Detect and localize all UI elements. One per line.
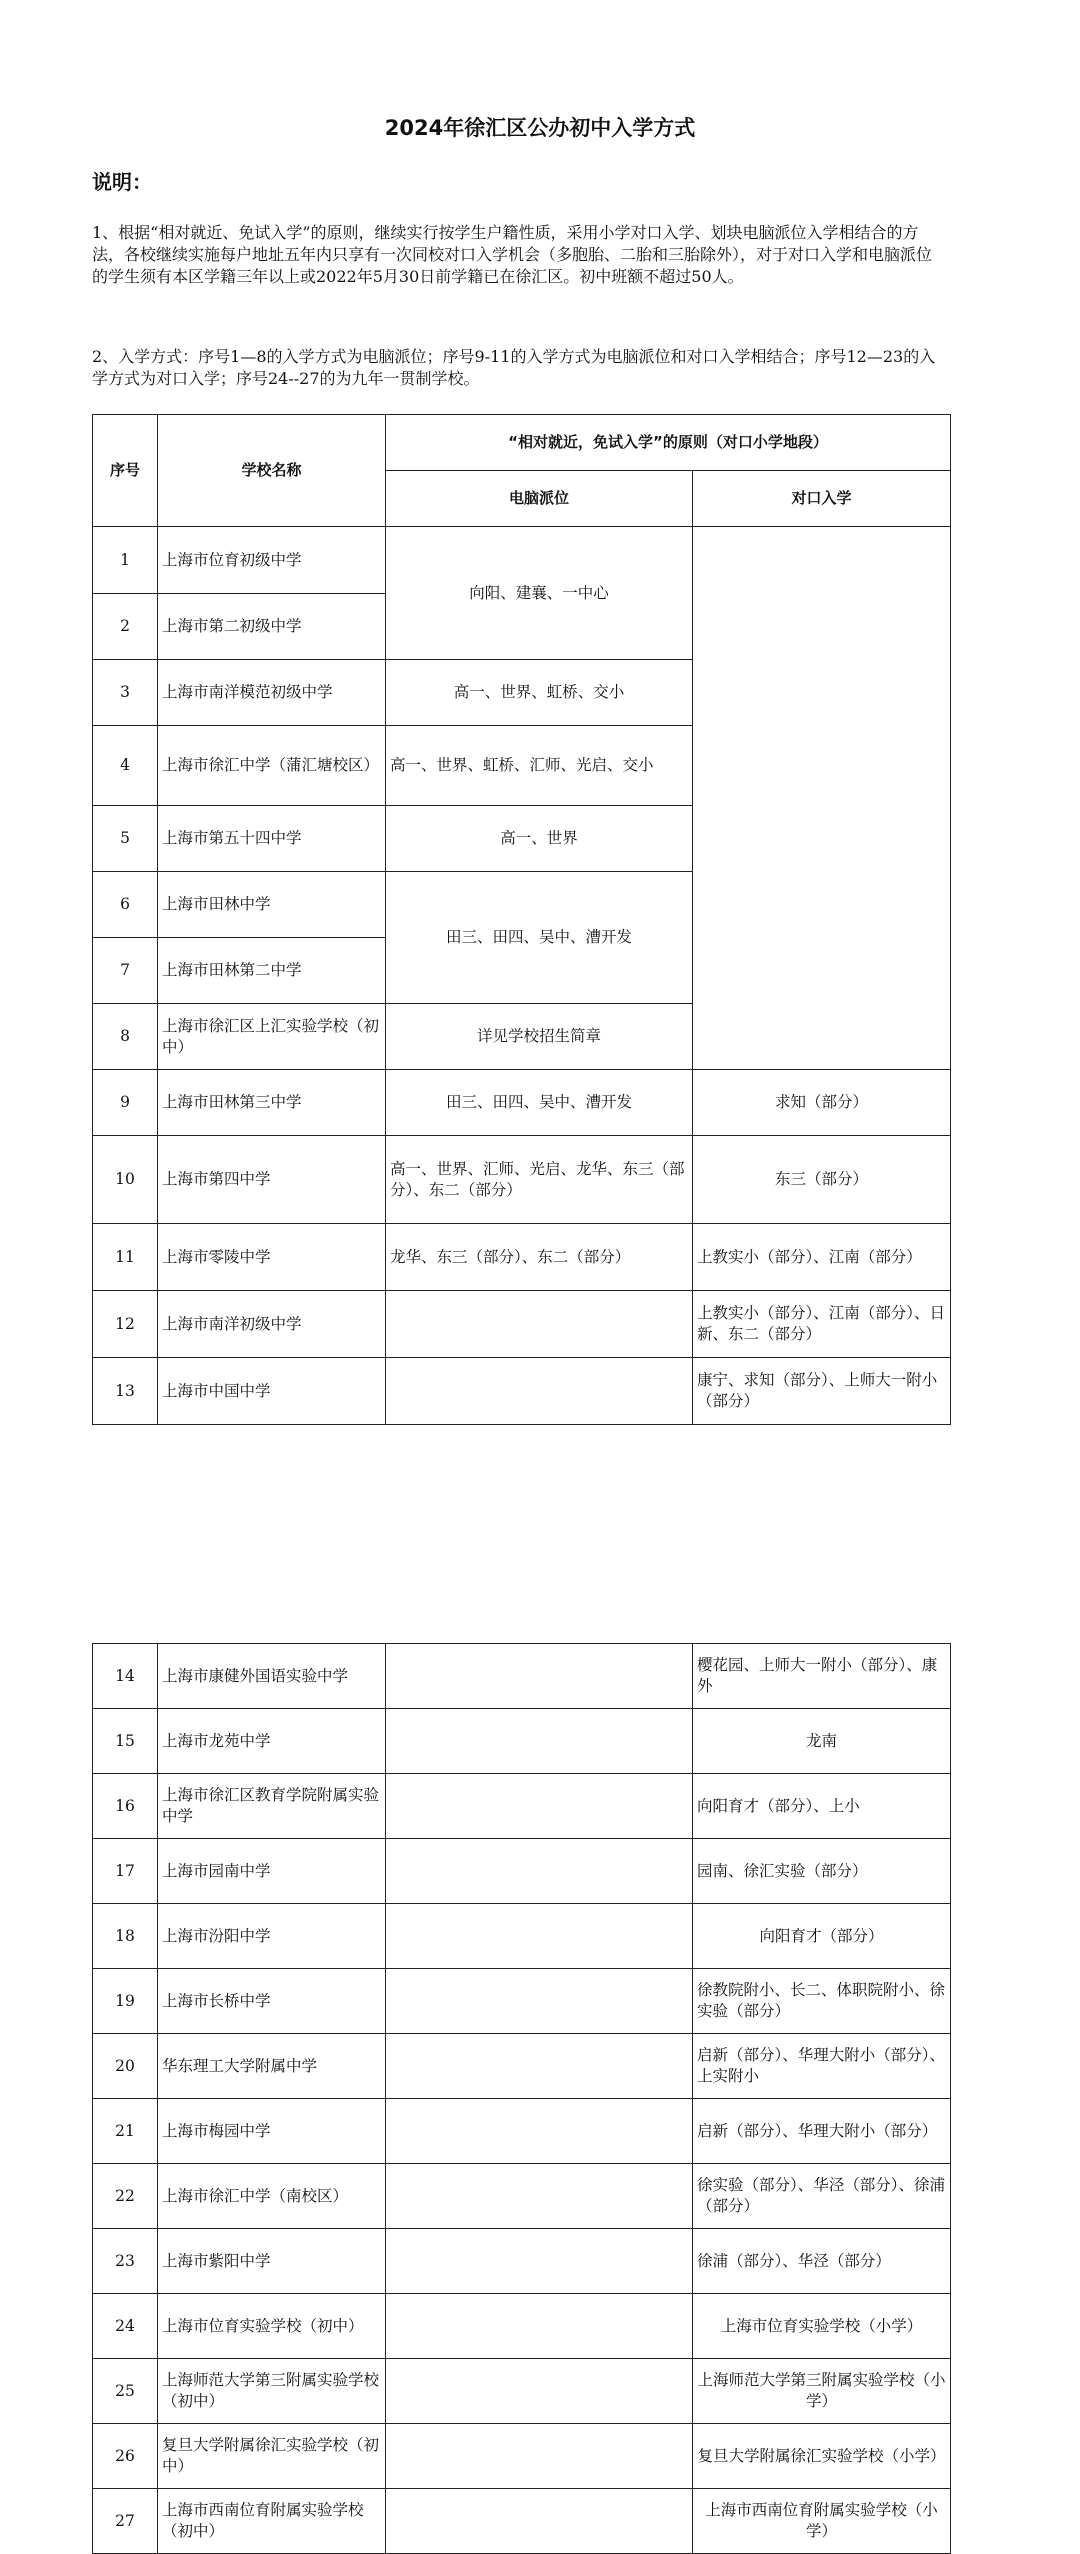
table-row <box>93 1709 951 1774</box>
row-direct: 徐教院附小、长二、体职院附小、徐实验（部分） <box>693 1969 951 2034</box>
row-direct: 求知（部分） <box>693 1070 951 1136</box>
row-lottery: 高一、世界 <box>386 806 693 872</box>
row-school: 上海市龙苑中学 <box>158 1709 386 1774</box>
row-direct: 复旦大学附属徐汇实验学校（小学） <box>693 2424 951 2489</box>
page-title: 2024年徐汇区公办初中入学方式 <box>384 116 696 140</box>
paragraph-1: 1、根据“相对就近、免试入学”的原则，继续实行按学生户籍性质，采用小学对口入学、划块电脑派位入学相结合的方法，各校继续实施每户地址五年内只享有一次同校对口入学机会（多胞胎、二胎和三胎除外），对于对口入学和电脑派位的学生须有本区学籍三年以上或2022年5月30日前学籍已在徐汇区。初中班额不超过50人。 <box>92 223 933 286</box>
row-lottery <box>386 1358 693 1425</box>
header-principle: “相对就近，免试入学”的原则（对口小学地段） <box>386 415 951 471</box>
row-direct: 东三（部分） <box>693 1136 951 1224</box>
row-direct <box>693 527 951 1070</box>
row-lottery <box>386 1839 693 1904</box>
row-no: 22 <box>93 2164 158 2229</box>
row-direct: 向阳育才（部分） <box>693 1904 951 1969</box>
row-no: 9 <box>93 1070 158 1136</box>
row-direct: 启新（部分）、华理大附小（部分）、上实附小 <box>693 2034 951 2099</box>
row-school: 上海市梅园中学 <box>158 2099 386 2164</box>
admission-table-part2 <box>92 1643 951 2554</box>
section-heading: 说明： <box>92 170 152 194</box>
row-school: 上海市南洋模范初级中学 <box>158 660 386 726</box>
row-no: 18 <box>93 1904 158 1969</box>
row-lottery <box>386 1904 693 1969</box>
row-school: 上海市徐汇区上汇实验学校（初中） <box>158 1004 386 1070</box>
row-lottery: 向阳、建襄、一中心 <box>386 527 693 660</box>
row-lottery: 高一、世界、虹桥、交小 <box>386 660 693 726</box>
table-row <box>93 527 951 594</box>
row-no: 21 <box>93 2099 158 2164</box>
row-school: 上海市第五十四中学 <box>158 806 386 872</box>
row-no: 2 <box>93 594 158 660</box>
row-lottery <box>386 1709 693 1774</box>
row-school: 上海市第二初级中学 <box>158 594 386 660</box>
row-school: 上海市长桥中学 <box>158 1969 386 2034</box>
row-lottery: 田三、田四、吴中、漕开发 <box>386 1070 693 1136</box>
row-direct: 徐浦（部分）、华泾（部分） <box>693 2229 951 2294</box>
row-direct: 上海市西南位育附属实验学校（小学） <box>693 2489 951 2554</box>
row-lottery <box>386 1291 693 1358</box>
row-no: 14 <box>93 1644 158 1709</box>
row-school: 上海市紫阳中学 <box>158 2229 386 2294</box>
row-school: 上海市田林第二中学 <box>158 938 386 1004</box>
row-lottery <box>386 1644 693 1709</box>
row-no: 27 <box>93 2489 158 2554</box>
row-no: 3 <box>93 660 158 726</box>
row-lottery <box>386 2489 693 2554</box>
row-school: 上海市南洋初级中学 <box>158 1291 386 1358</box>
row-no: 24 <box>93 2294 158 2359</box>
row-lottery: 高一、世界、虹桥、汇师、光启、交小 <box>386 726 693 806</box>
row-school: 上海市田林第三中学 <box>158 1070 386 1136</box>
header-school-name: 学校名称 <box>158 415 386 527</box>
row-no: 1 <box>93 527 158 594</box>
admission-table-part1 <box>92 414 951 1425</box>
row-lottery <box>386 2424 693 2489</box>
table-row <box>93 1839 951 1904</box>
row-lottery: 详见学校招生简章 <box>386 1004 693 1070</box>
table-row <box>93 1774 951 1839</box>
table-row <box>93 1291 951 1358</box>
table-row <box>93 1358 951 1425</box>
row-school: 上海市位育初级中学 <box>158 527 386 594</box>
row-no: 10 <box>93 1136 158 1224</box>
row-no: 17 <box>93 1839 158 1904</box>
row-no: 7 <box>93 938 158 1004</box>
row-school: 上海市园南中学 <box>158 1839 386 1904</box>
row-no: 23 <box>93 2229 158 2294</box>
row-direct: 园南、徐汇实验（部分） <box>693 1839 951 1904</box>
table-row <box>93 2034 951 2099</box>
header-computer-lottery: 电脑派位 <box>386 471 693 527</box>
row-direct: 启新（部分）、华理大附小（部分） <box>693 2099 951 2164</box>
row-no: 19 <box>93 1969 158 2034</box>
table-row <box>93 2099 951 2164</box>
row-school: 上海市位育实验学校（初中） <box>158 2294 386 2359</box>
row-direct: 向阳育才（部分）、上小 <box>693 1774 951 1839</box>
row-no: 26 <box>93 2424 158 2489</box>
paragraph-2: 2、入学方式：序号1—8的入学方式为电脑派位；序号9-11的入学方式为电脑派位和对口入学相结合；序号12—23的入学方式为对口入学；序号24--27的为九年一贯制学校。 <box>92 347 936 388</box>
row-lottery <box>386 2359 693 2424</box>
table-row <box>93 2424 951 2489</box>
table-row <box>93 2359 951 2424</box>
row-no: 16 <box>93 1774 158 1839</box>
row-school: 上海市徐汇中学（蒲汇塘校区） <box>158 726 386 806</box>
row-no: 6 <box>93 872 158 938</box>
table-row <box>93 1070 951 1136</box>
header-no: 序号 <box>93 415 158 527</box>
row-direct: 康宁、求知（部分）、上师大一附小（部分） <box>693 1358 951 1425</box>
row-lottery: 高一、世界、汇师、光启、龙华、东三（部分）、东二（部分） <box>386 1136 693 1224</box>
row-no: 8 <box>93 1004 158 1070</box>
row-school: 上海市康健外国语实验中学 <box>158 1644 386 1709</box>
table-row <box>93 2164 951 2229</box>
row-lottery <box>386 2229 693 2294</box>
row-direct: 樱花园、上师大一附小（部分）、康外 <box>693 1644 951 1709</box>
row-direct: 上海师范大学第三附属实验学校（小学） <box>693 2359 951 2424</box>
table-row <box>93 1904 951 1969</box>
row-school: 上海市西南位育附属实验学校（初中） <box>158 2489 386 2554</box>
row-no: 25 <box>93 2359 158 2424</box>
row-school: 上海市零陵中学 <box>158 1224 386 1291</box>
table-row <box>93 1224 951 1291</box>
row-direct: 上海市位育实验学校（小学） <box>693 2294 951 2359</box>
header-direct-admission: 对口入学 <box>693 471 951 527</box>
row-school: 上海市汾阳中学 <box>158 1904 386 1969</box>
row-lottery <box>386 2164 693 2229</box>
row-lottery <box>386 1774 693 1839</box>
row-no: 13 <box>93 1358 158 1425</box>
row-no: 15 <box>93 1709 158 1774</box>
row-no: 11 <box>93 1224 158 1291</box>
row-lottery <box>386 2034 693 2099</box>
row-no: 5 <box>93 806 158 872</box>
table-row <box>93 2489 951 2554</box>
row-school: 上海市徐汇区教育学院附属实验中学 <box>158 1774 386 1839</box>
table-row <box>93 2294 951 2359</box>
table-row <box>93 2229 951 2294</box>
row-lottery: 田三、田四、吴中、漕开发 <box>386 872 693 1004</box>
row-lottery <box>386 2099 693 2164</box>
row-direct: 徐实验（部分）、华泾（部分）、徐浦（部分） <box>693 2164 951 2229</box>
row-lottery <box>386 2294 693 2359</box>
row-school: 华东理工大学附属中学 <box>158 2034 386 2099</box>
table-row <box>93 1969 951 2034</box>
row-no: 4 <box>93 726 158 806</box>
row-no: 20 <box>93 2034 158 2099</box>
row-school: 上海师范大学第三附属实验学校（初中） <box>158 2359 386 2424</box>
table-row <box>93 1644 951 1709</box>
table-row <box>93 1136 951 1224</box>
row-lottery <box>386 1969 693 2034</box>
row-lottery: 龙华、东三（部分）、东二（部分） <box>386 1224 693 1291</box>
row-school: 上海市徐汇中学（南校区） <box>158 2164 386 2229</box>
row-school: 复旦大学附属徐汇实验学校（初中） <box>158 2424 386 2489</box>
row-school: 上海市中国中学 <box>158 1358 386 1425</box>
row-direct: 上教实小（部分）、江南（部分）、日新、东二（部分） <box>693 1291 951 1358</box>
row-direct: 龙南 <box>693 1709 951 1774</box>
row-direct: 上教实小（部分）、江南（部分） <box>693 1224 951 1291</box>
row-school: 上海市第四中学 <box>158 1136 386 1224</box>
row-no: 12 <box>93 1291 158 1358</box>
row-school: 上海市田林中学 <box>158 872 386 938</box>
